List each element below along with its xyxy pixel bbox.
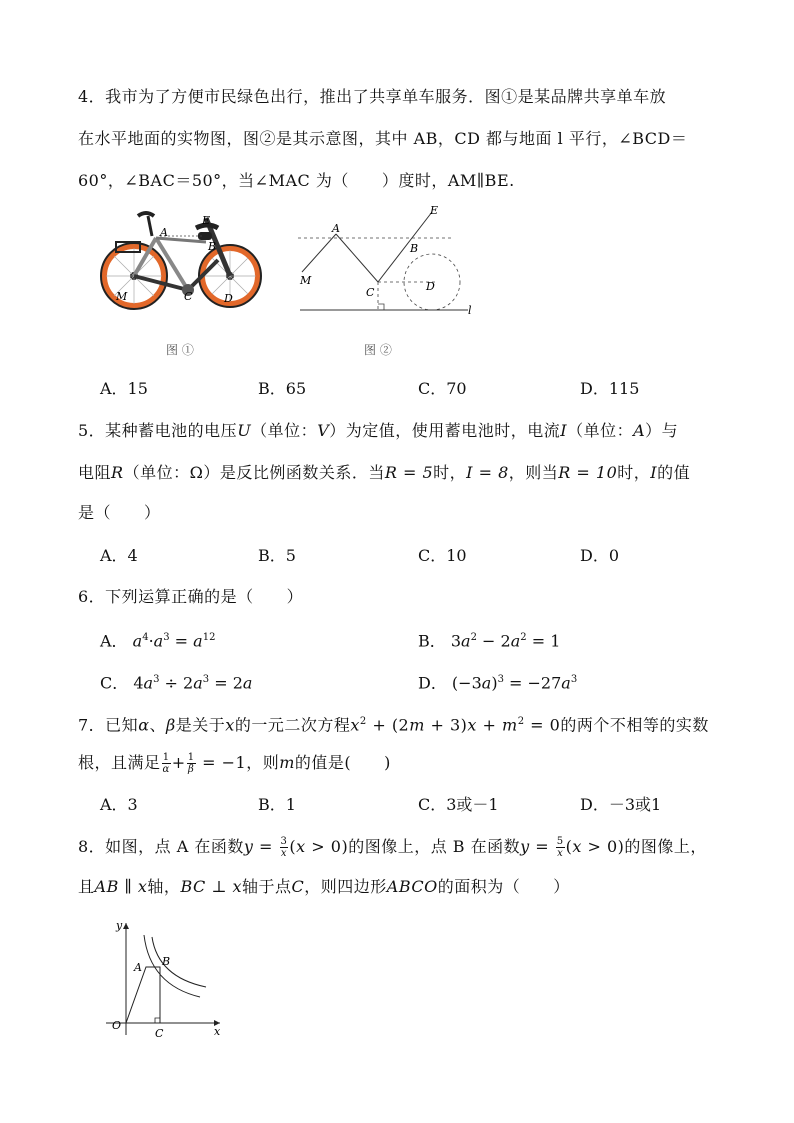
q8-label-C: C	[155, 1027, 164, 1040]
q7-option-a[interactable]: A．3	[100, 795, 138, 814]
q4-line2: 在水平地面的实物图，图②是其示意图，其中 AB，CD 都与地面 l 平行，∠BCD＝	[78, 129, 688, 148]
q5-line3: 是（ ）	[78, 503, 161, 522]
q6-option-d[interactable]: D． $(-3a)^3 = -27a^3$	[418, 673, 578, 693]
q5-line2: 电阻R（单位：Ω）是反比例函数关系．当R = 5时，I = 8，则当R = 10时，I的值	[78, 463, 691, 482]
q5-option-b[interactable]: B．5	[258, 546, 296, 565]
q4-option-a[interactable]: A．15	[100, 379, 148, 398]
q8-label-O: O	[112, 1019, 122, 1032]
fig1-label-D: D	[224, 292, 233, 305]
q6-option-b[interactable]: B． $3a^2 - 2a^2 = 1$	[418, 631, 561, 651]
q8-label-x: x	[214, 1025, 221, 1038]
q5-option-c[interactable]: C．10	[418, 546, 467, 565]
q6-option-c[interactable]: C． $4a^3 \div 2a^3 = 2a$	[100, 673, 253, 693]
q5-line1: 5．某种蓄电池的电压U（单位：V）为定值，使用蓄电池时，电流I（单位：A）与	[78, 421, 679, 440]
q8-label-A: A	[134, 961, 142, 974]
q8-label-y: y	[116, 919, 123, 932]
q8-figure-graph	[100, 915, 230, 1040]
q7-line2: 根，且满足 $\frac{1}{\alpha}$ + $\frac{1}{\beta}$ = −1，则m的值是( )	[78, 752, 391, 775]
fig1-label-A: A	[160, 226, 168, 239]
fig2-label-E: E	[430, 204, 439, 217]
fig2-label-C: C	[366, 286, 375, 299]
fig1-label-B: B	[208, 240, 217, 253]
q8-line2: 且AB ∥ x轴，BC ⊥ x轴于点C，则四边形ABCO的面积为（ ）	[78, 877, 570, 896]
q5-option-a[interactable]: A．4	[100, 546, 138, 565]
q4-option-b[interactable]: B．65	[258, 379, 307, 398]
q5-option-d[interactable]: D．0	[580, 546, 620, 565]
q4-line1: 4．我市为了方便市民绿色出行，推出了共享单车服务．图①是某品牌共享单车放	[78, 87, 667, 106]
fig1-label-E: E	[202, 214, 211, 227]
q7-line1: 7．已知α、β是关于x的一元二次方程$x^2 + (2m + 3)x + m^2 = 0$的两个不相等的实数	[78, 715, 709, 735]
fig2-label-A: A	[332, 222, 340, 235]
fig1-label-M: M	[116, 290, 128, 303]
q4-option-d[interactable]: D．115	[580, 379, 640, 398]
q7-option-d[interactable]: D．－3或1	[580, 795, 662, 814]
fig2-caption: 图 ②	[364, 343, 392, 357]
q7-option-c[interactable]: C．3或－1	[418, 795, 499, 814]
fig2-label-D: D	[426, 280, 435, 293]
q8-line1: 8．如图，点 A 在函数y = $\frac{3}{x}$ (x > 0)的图像上，点 B 在函数y = $\frac{5}{x}$ (x > 0)的图像上，	[78, 836, 707, 859]
fig2-label-M: M	[300, 274, 312, 287]
q6-option-a[interactable]: A． $a^4\cdot a^3 = a^{12}$	[100, 631, 216, 651]
q4-option-c[interactable]: C．70	[418, 379, 467, 398]
fig1-caption: 图 ①	[166, 343, 194, 357]
q4-figure-1-bicycle	[98, 208, 268, 368]
q6-stem: 6．下列运算正确的是（ ）	[78, 587, 304, 606]
fig1-label-C: C	[184, 290, 193, 303]
q8-label-B: B	[162, 955, 171, 968]
q4-figure-2-schematic	[290, 200, 490, 368]
fig2-label-B: B	[410, 242, 419, 255]
q7-option-b[interactable]: B．1	[258, 795, 296, 814]
q4-line3: 60°，∠BAC＝50°，当∠MAC 为（ ）度时，AM∥BE.	[78, 171, 515, 190]
fig2-label-l: l	[468, 304, 472, 317]
